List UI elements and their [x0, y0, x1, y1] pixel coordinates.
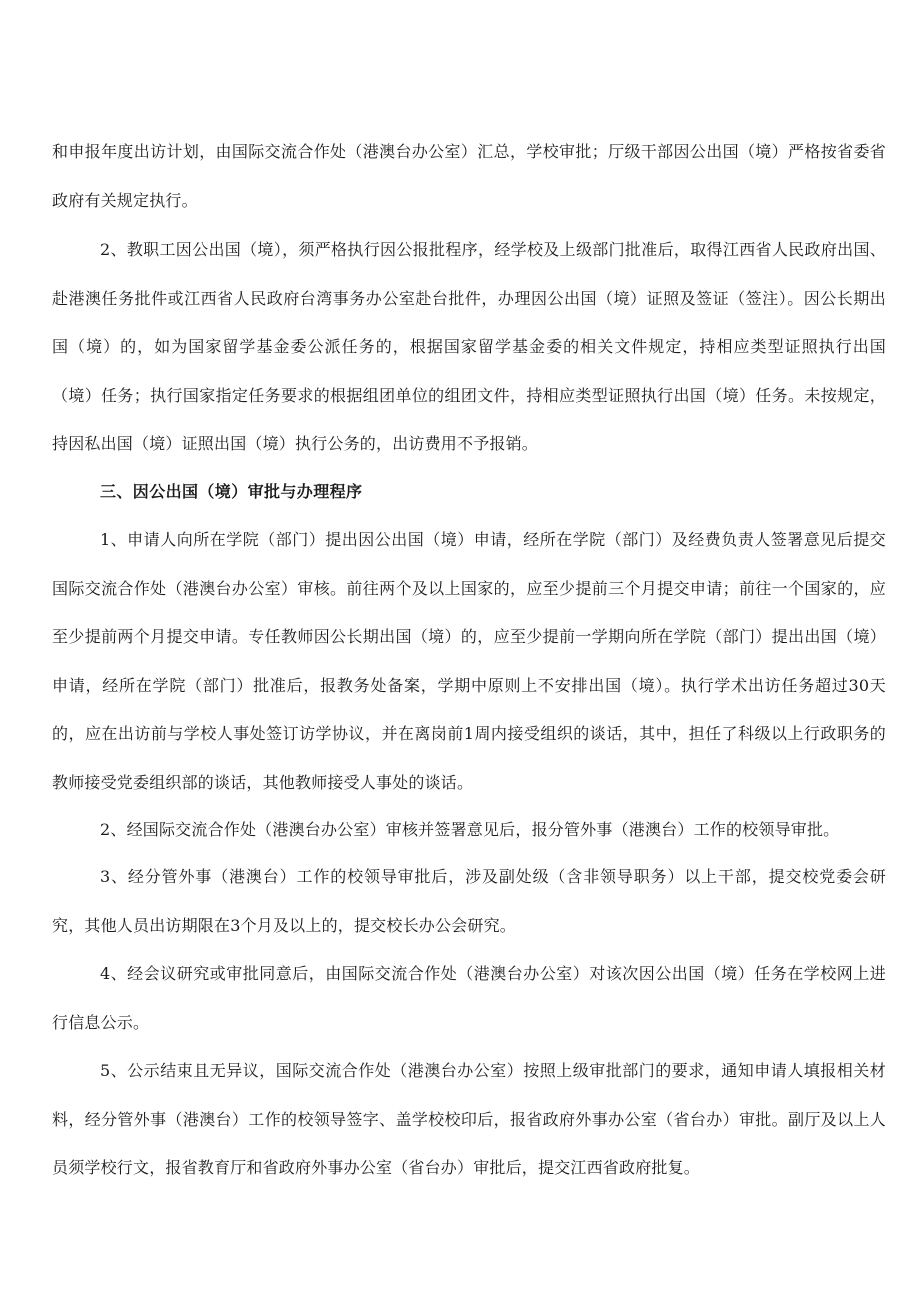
paragraph-step-2: 2、经国际交流合作处（港澳台办公室）审核并签署意见后，报分管外事（港澳台）工作的校领导审批。: [100, 820, 840, 839]
paragraph-step-5: 5、公示结束且无异议，国际交流合作处（港澳台办公室）按照上级审批部门的要求，通知申请人填报相关材料，经分管外事（港澳台）工作的校领导签字、盖学校校印后，报省政府外事办公室（省台办）审批。副厅及以上人员须学校行文，报省教育厅和省政府外事办公室（省台办）审批后，提交江西省政府批复。: [52, 1061, 886, 1177]
paragraph-continuation: 和申报年度出访计划，由国际交流合作处（港澳台办公室）汇总，学校审批；厅级干部因公出国（境）严格按省委省政府有关规定执行。: [52, 142, 886, 210]
paragraph-item-2: 2、教职工因公出国（境），须严格执行因公报批程序，经学校及上级部门批准后，取得江西省人民政府出国、赴港澳任务批件或江西省人民政府台湾事务办公室赴台批件，办理因公出国（境）证照及签证（签注）。因公长期出国（境）的，如为国家留学基金委公派任务的，根据国家留学基金委的相关文件规定，持相应类型证照执行出国（境）任务；执行国家指定任务要求的根据组团单位的组团文件，持相应类型证照执行出国（境）任务。未按规定，持因私出国（境）证照出国（境）执行公务的，出访费用不予报销。: [52, 240, 886, 453]
paragraph-step-1: 1、申请人向所在学院（部门）提出因公出国（境）申请，经所在学院（部门）及经费负责人签署意见后提交国际交流合作处（港澳台办公室）审核。前往两个及以上国家的，应至少提前三个月提交申请；前往一个国家的，应至少提前两个月提交申请。专任教师因公长期出国（境）的，应至少提前一学期向所在学院（部门）提出出国（境）申请，经所在学院（部门）批准后，报教务处备案，学期中原则上不安排出国（境）。执行学术出访任务超过30天的，应在出访前与学校人事处签订访学协议，并在离岗前1周内接受组织的谈话，其中，担任了科级以上行政职务的教师接受党委组织部的谈话，其他教师接受人事处的谈话。: [52, 530, 886, 792]
section-heading-3: 三、因公出国（境）审批与办理程序: [100, 482, 363, 501]
paragraph-step-4: 4、经会议研究或审批同意后，由国际交流合作处（港澳台办公室）对该次因公出国（境）任务在学校网上进行信息公示。: [52, 964, 886, 1032]
paragraph-step-3: 3、经分管外事（港澳台）工作的校领导审批后，涉及副处级（含非领导职务）以上干部，提交校党委会研究，其他人员出访期限在3个月及以上的，提交校长办公会研究。: [52, 867, 886, 935]
